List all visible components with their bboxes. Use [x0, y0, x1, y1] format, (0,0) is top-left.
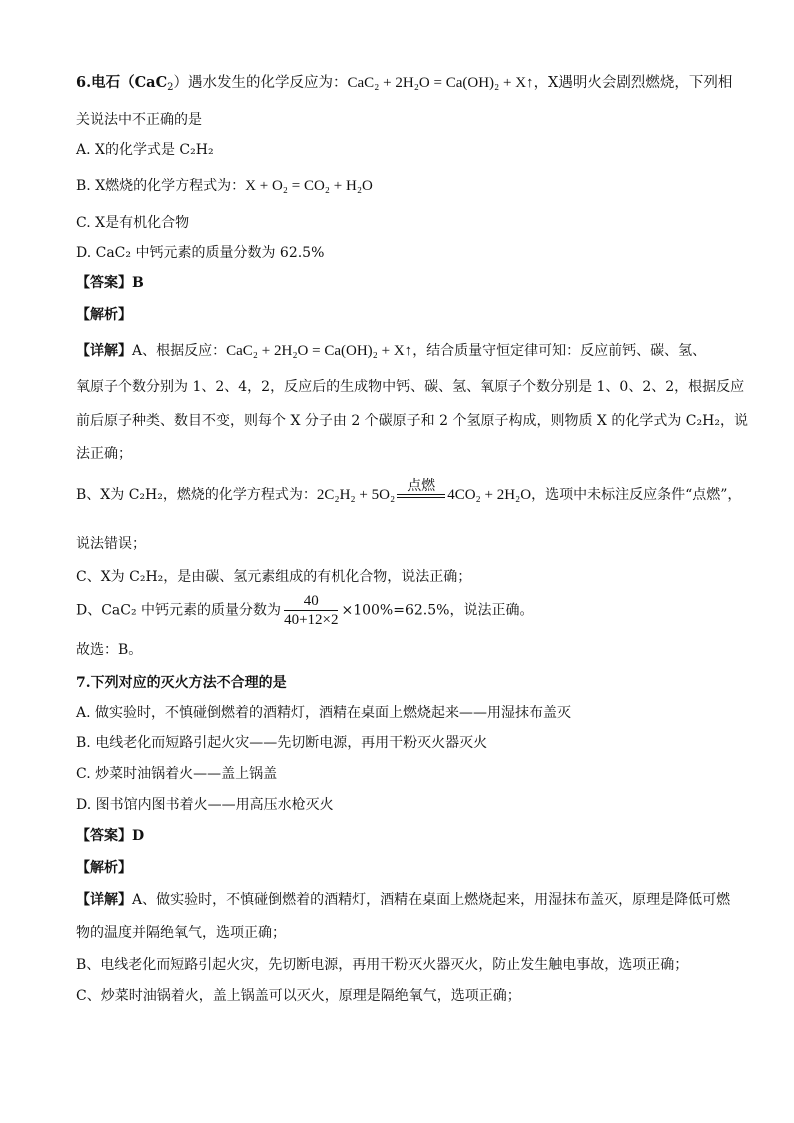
q6-stem-line2: 关说法中不正确的是: [76, 112, 202, 128]
q6-detail-tag: 【详解】: [76, 343, 132, 359]
fraction-denominator: 40+12×2: [284, 612, 339, 628]
q7-option-b: B. 电线老化而短路引起火灾——先切断电源，再用干粉灭火器灭火: [76, 735, 488, 751]
q6-detail-b-lhs: 2C₂H₂ + 5O₂: [316, 487, 396, 503]
mass-fraction: [284, 592, 338, 629]
q6-option-b-equation: X + O₂ = CO₂ + H₂O: [245, 178, 373, 194]
q6-detail-b-line2: 说法错误；: [76, 536, 146, 552]
q6-detail-a-line2: 氧原子个数分别为 1、2、4，2，反应后的生成物中钙、碳、氢、氧原子个数分别是 1、0、2、2，根据反应: [76, 379, 745, 395]
q7-option-c: C. 炒菜时油锅着火——盖上锅盖: [76, 766, 278, 782]
q7-detail-a-line2: 物的温度并隔绝氧气，选项正确；: [76, 925, 286, 941]
reaction-condition-label: 点燃: [407, 478, 436, 494]
q6-detail-c: C、X为 C₂H₂，是由碳、氢元素组成的有机化合物，说法正确；: [76, 569, 472, 585]
q7-answer: 【答案】D: [76, 828, 145, 844]
q6-detail-a-line3: 前后原子种类、数目不变，则每个 X 分子由 2 个碳原子和 2 个氢原子构成，则物质 X 的化学式为 C₂H₂，说: [76, 413, 748, 429]
q6-conclusion: 故选：B。: [76, 642, 143, 658]
q6-stem: 6.电石（CaC$_2$）遇水发生的化学反应为：CaC₂ + 2H₂O = Ca(OH)₂ + X↑，X遇明火会剧烈燃烧，下列相: [76, 74, 733, 93]
double-line-sign: [397, 494, 445, 498]
q7-detail-b: B、电线老化而短路引起火灾，先切断电源，再用干粉灭火器灭火，防止发生触电事故，选项正确；: [76, 957, 689, 973]
q7-detail-a-text: A、做实验时，不慎碰倒燃着的酒精灯，酒精在桌面上燃烧起来，用湿抹布盖灭，原理是降低可燃: [132, 892, 731, 908]
q6-detail-b-text: B、X为 C₂H₂，燃烧的化学方程式为：: [76, 487, 317, 503]
reaction-condition-arrow: [397, 478, 445, 506]
q7-option-a: A. 做实验时，不慎碰倒燃着的酒精灯，酒精在桌面上燃烧起来——用湿抹布盖灭: [76, 705, 572, 721]
q7-detail-c: C、炒菜时油锅着火，盖上锅盖可以灭火，原理是隔绝氧气，选项正确；: [76, 988, 521, 1004]
q6-detail-a-equation: CaC₂ + 2H₂O = Ca(OH)₂ + X↑: [226, 343, 413, 359]
q6-detail-a-text: A、根据反应：: [132, 343, 227, 359]
q6-stem-equation: CaC₂ + 2H₂O = Ca(OH)₂ + X↑: [347, 75, 534, 91]
q6-detail-a-line4: 法正确；: [76, 446, 132, 462]
q6-option-a: A. X的化学式是 C₂H₂: [76, 142, 214, 158]
q6-detail-d-rest: ×100%=62.5%，说法正确。: [341, 602, 534, 619]
q6-detail-b-line1: [76, 478, 741, 506]
q6-analysis-heading: 【解析】: [76, 307, 132, 323]
q6-detail-b-rest: ，选项中未标注反应条件“点燃”，: [531, 487, 742, 503]
q6-stem-c: ，X遇明火会剧烈燃烧，下列相: [533, 75, 733, 91]
q6-detail-a-rest: ，结合质量守恒定律可知：反应前钙、碳、氢、: [412, 343, 707, 359]
q6-stem-b: ）遇水发生的化学反应为：: [173, 75, 348, 91]
q7-option-d: D. 图书馆内图书着火——用高压水枪灭火: [76, 797, 334, 813]
q6-option-b: [76, 176, 373, 196]
q6-option-c: C. X是有机化合物: [76, 215, 190, 231]
q6-stem-a: 6.电石（CaC: [76, 74, 168, 91]
q7-detail-a-line1: [76, 890, 730, 910]
fraction-numerator: 40: [284, 592, 338, 611]
q6-option-b-text: B. X燃烧的化学方程式为：: [76, 178, 246, 194]
q7-analysis-heading: 【解析】: [76, 860, 132, 876]
q6-answer: 【答案】B: [76, 275, 144, 291]
q6-option-d: D. CaC₂ 中钙元素的质量分数为 62.5%: [76, 245, 325, 261]
q6-detail-a-line1: [76, 341, 706, 361]
q6-detail-b-rhs: 4CO₂ + 2H₂O: [447, 487, 532, 503]
q7-stem: 7.下列对应的灭火方法不合理的是: [76, 675, 287, 691]
q6-detail-d: [76, 592, 533, 629]
q6-detail-d-text: D、CaC₂ 中钙元素的质量分数为: [76, 602, 282, 619]
q7-detail-tag: 【详解】: [76, 892, 132, 908]
